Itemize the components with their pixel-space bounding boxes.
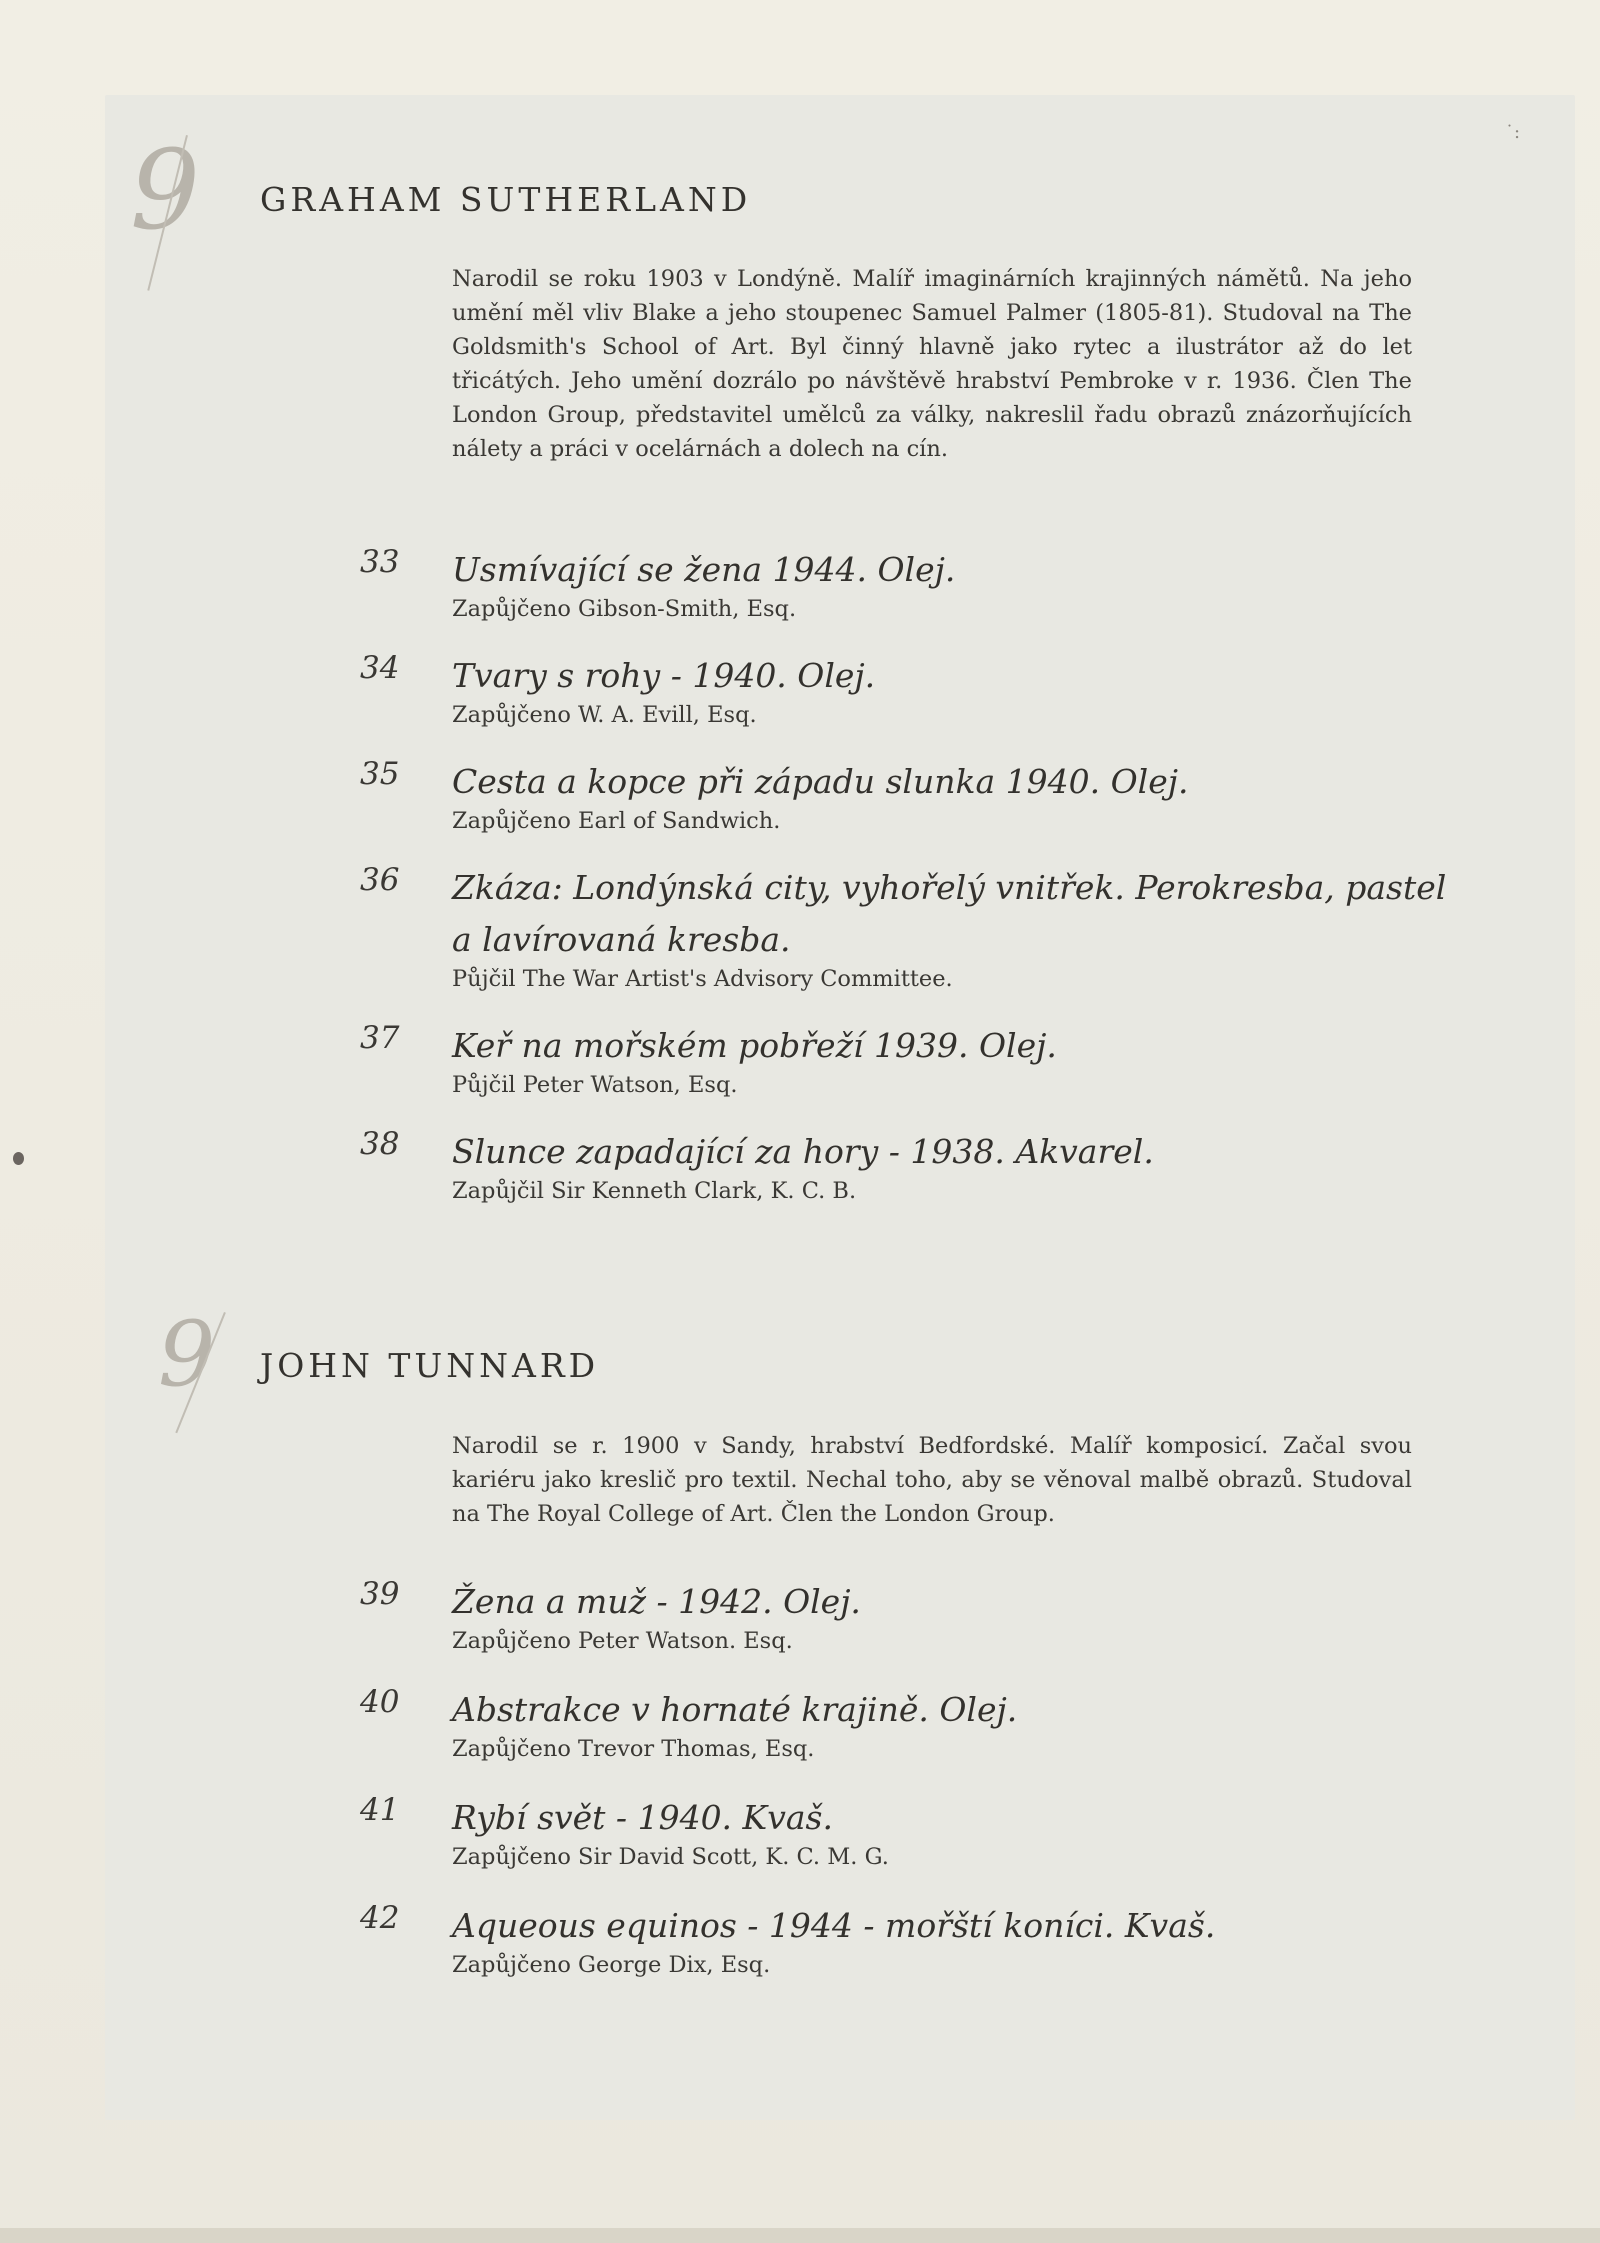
artist-bio-tunnard: Narodil se r. 1900 v Sandy, hrabství Bedfordské. Malíř komposicí. Začal svou kariéru jako kreslič pro textil. Nechal toho, aby se věnoval malbě obrazů. Studoval na The Royal College of Art. Člen the London Group. xyxy=(452,1433,1412,1527)
artist-name-tunnard: JOHN TUNNARD xyxy=(260,1346,600,1385)
entry-title: Keř na mořském pobřeží 1939. Olej. xyxy=(452,1026,1057,1065)
entry-title: Usmívající se žena 1944. Olej. xyxy=(452,550,956,589)
entry-lender: Zapůjčeno Earl of Sandwich. xyxy=(452,808,781,834)
entry-number: 33 xyxy=(360,544,400,580)
entry-number: 37 xyxy=(360,1020,400,1056)
entry-number: 34 xyxy=(360,650,400,686)
entry-lender: Půjčil Peter Watson, Esq. xyxy=(452,1072,738,1098)
entry-lender: Zapůjčeno Sir David Scott, K. C. M. G. xyxy=(452,1844,889,1870)
entry-title: Žena a muž - 1942. Olej. xyxy=(452,1582,861,1621)
entry-title: Tvary s rohy - 1940. Olej. xyxy=(452,656,876,695)
entry-title: Abstrakce v hornaté krajině. Olej. xyxy=(452,1690,1018,1729)
entry-title: Slunce zapadající za hory - 1938. Akvarel. xyxy=(452,1132,1154,1171)
entry-title: Cesta a kopce při západu slunka 1940. Olej. xyxy=(452,762,1189,801)
entry-number: 36 xyxy=(360,862,400,898)
handwritten-number-2: 9 xyxy=(158,1302,216,1407)
entry-number: 40 xyxy=(360,1684,400,1720)
entry-title: Zkáza: Londýnská city, vyhořelý vnitřek. Perokresba, pastel a lavírovaná kresba. xyxy=(452,868,1447,959)
entry-lender: Zapůjčeno Peter Watson. Esq. xyxy=(452,1628,793,1654)
entry-number: 41 xyxy=(360,1792,400,1828)
entry-title: Rybí svět - 1940. Kvaš. xyxy=(452,1798,833,1837)
entry-title: Aqueous equinos - 1944 - mořští koníci. Kvaš. xyxy=(452,1906,1216,1945)
entry-lender: Půjčil The War Artist's Advisory Committee. xyxy=(452,966,953,992)
handwritten-number-1: 9 xyxy=(130,126,200,254)
entry-lender: Zapůjčeno George Dix, Esq. xyxy=(452,1952,771,1978)
bottom-edge xyxy=(0,2228,1600,2243)
entry-number: 42 xyxy=(360,1900,400,1936)
corner-mark: ˙: xyxy=(1505,122,1521,143)
entry-number: 35 xyxy=(360,756,400,792)
entry-lender: Zapůjčil Sir Kenneth Clark, K. C. B. xyxy=(452,1178,857,1204)
artist-name-sutherland: GRAHAM SUTHERLAND xyxy=(260,180,752,219)
artist-bio-sutherland: Narodil se roku 1903 v Londýně. Malíř imaginárních krajinných námětů. Na jeho umění měl vliv Blake a jeho stoupenec Samuel Palmer (1805-81). Studoval na The Goldsmith's School of Art. Byl činný hlavně jako rytec a ilustrátor až do let třicátých. Jeho umění dozrálo po návštěvě hrabství Pembroke v r. 1936. Člen The London Group, představitel umělců za války, nakreslil řadu obrazů znázorňujících nálety a práci v ocelárnách a dolech na cín. xyxy=(452,266,1412,462)
entry-number: 39 xyxy=(360,1576,400,1612)
ink-speck xyxy=(13,1152,24,1165)
entry-lender: Zapůjčeno W. A. Evill, Esq. xyxy=(452,702,757,728)
entry-number: 38 xyxy=(360,1126,400,1162)
entry-lender: Zapůjčeno Gibson-Smith, Esq. xyxy=(452,596,797,622)
entry-lender: Zapůjčeno Trevor Thomas, Esq. xyxy=(452,1736,815,1762)
